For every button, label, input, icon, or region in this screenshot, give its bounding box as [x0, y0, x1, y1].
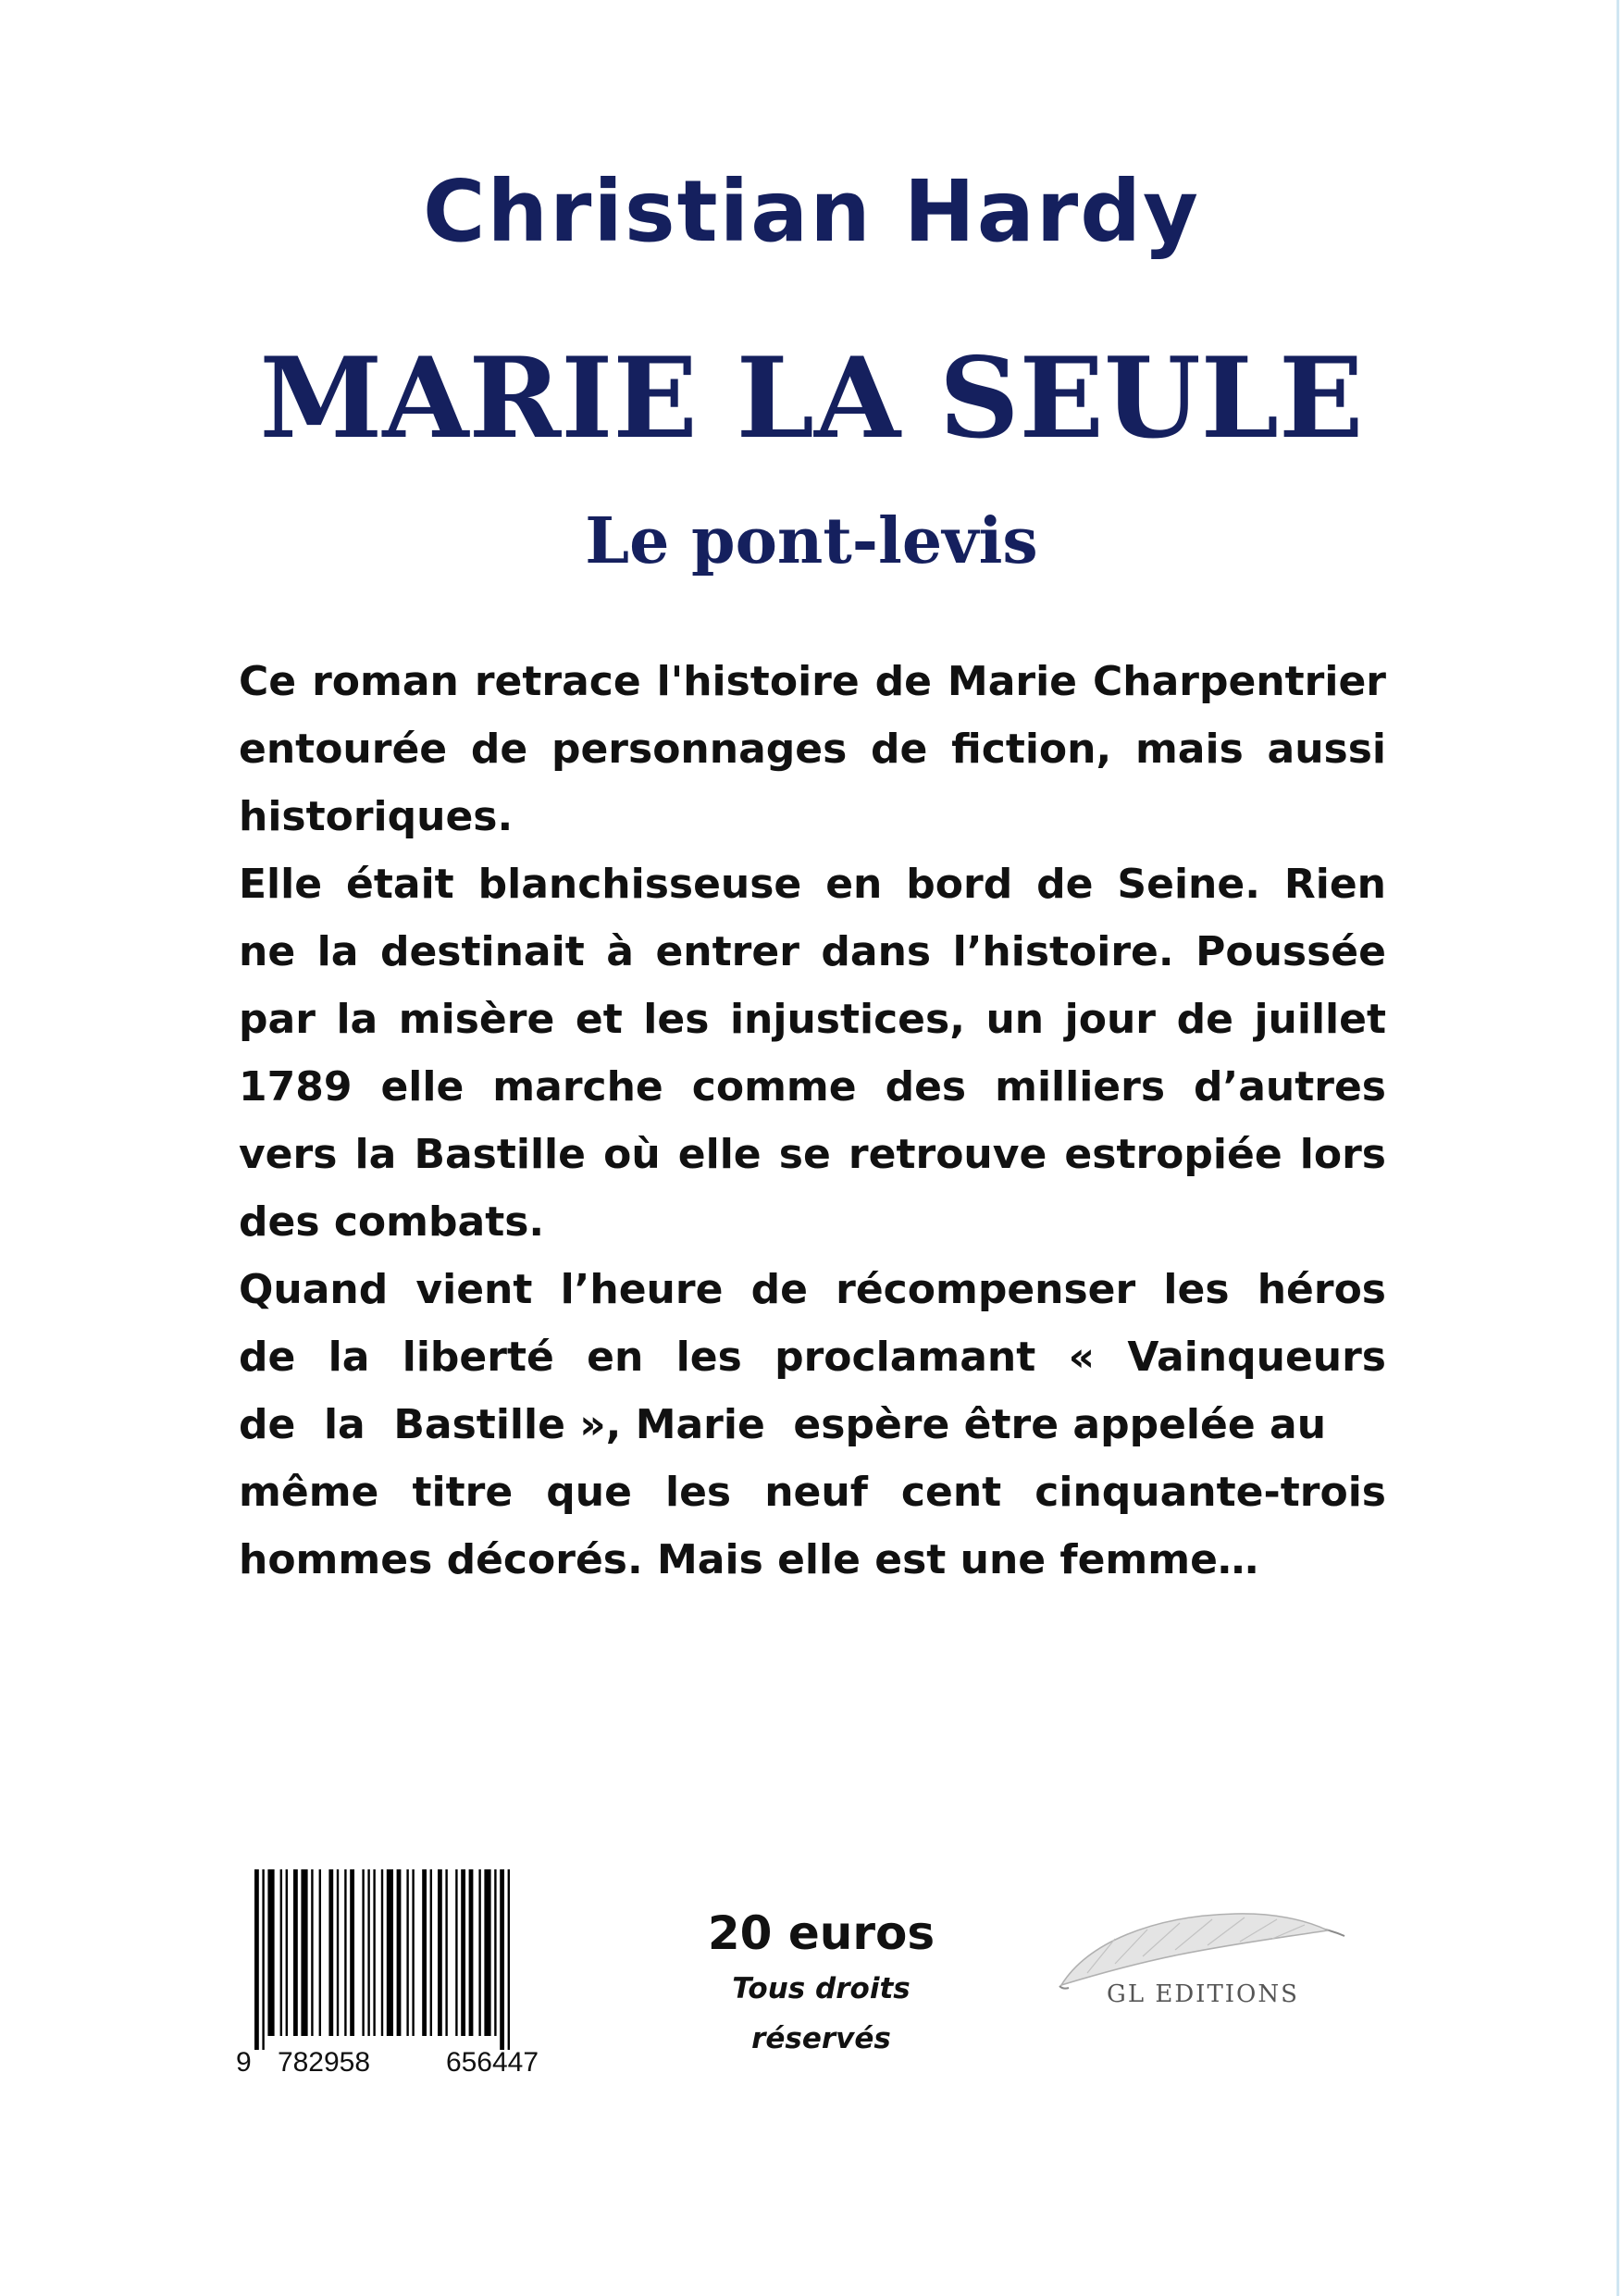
blurb: [239, 648, 1386, 1594]
barcode-bar: [461, 1869, 465, 2036]
barcode-bar: [337, 1869, 339, 2036]
barcode-bar: [484, 1869, 490, 2036]
rights-line: réservés: [751, 2022, 891, 2055]
blurb-line: de la Bastille », Marie espère être appelée au: [239, 1401, 1327, 1448]
blurb-line: Elle était blanchisseuse en bord de Seine. Rien: [239, 861, 1386, 908]
barcode-bar: [293, 1869, 298, 2036]
barcode-bar: [430, 1869, 432, 2036]
book-subtitle: Le pont-levis: [585, 504, 1038, 578]
barcode-bar: [301, 1869, 307, 2036]
barcode-digit-lead: 9: [236, 2047, 252, 2078]
barcode-bar: [319, 1869, 321, 2036]
blurb-line: hommes décorés. Mais elle est une femme…: [239, 1536, 1258, 1583]
barcode-bar: [397, 1869, 402, 2036]
rights-line: Tous droits: [732, 1972, 911, 2005]
barcode-bar: [500, 1869, 504, 2050]
barcode-bar: [311, 1869, 313, 2036]
barcode-bar: [254, 1869, 259, 2050]
book-title: MARIE LA SEULE: [259, 333, 1364, 464]
barcode-bar: [362, 1869, 364, 2036]
barcode-bar: [286, 1869, 288, 2036]
barcode-bar: [412, 1869, 414, 2036]
barcode-bar: [280, 1869, 282, 2036]
barcode-bar: [350, 1869, 354, 2036]
blurb-line: par la misère et les injustices, un jour de juillet: [239, 996, 1386, 1043]
barcode-bar: [262, 1869, 264, 2050]
barcode-bar: [438, 1869, 442, 2036]
author-name: Christian Hardy: [422, 162, 1201, 261]
barcode-bar: [445, 1869, 447, 2036]
barcode-bar: [387, 1869, 393, 2036]
barcode-bar: [508, 1869, 510, 2050]
barcode-bar: [267, 1869, 274, 2036]
barcode-digits-right: 656447: [445, 2047, 539, 2078]
rights-notice: [648, 1964, 995, 2064]
barcode-bar: [494, 1869, 496, 2036]
blurb-line: Quand vient l’heure de récompenser les héros: [239, 1266, 1386, 1313]
price: 20 euros: [707, 1906, 935, 1960]
barcode-bar: [469, 1869, 474, 2036]
barcode-bar: [344, 1869, 346, 2036]
barcode-bar: [478, 1869, 480, 2036]
blurb-line: 1789 elle marche comme des milliers d’autres: [239, 1063, 1386, 1111]
blurb-line: de la liberté en les proclamant « Vainqueurs: [239, 1334, 1386, 1381]
barcode-bar: [367, 1869, 369, 2036]
barcode-bar: [455, 1869, 457, 2036]
blurb-line: vers la Bastille où elle se retrouve estropiée lors: [239, 1131, 1386, 1178]
barcode-bar: [406, 1869, 408, 2036]
publisher-name: GL EDITIONS: [1107, 1980, 1299, 2008]
blurb-line: des combats.: [239, 1198, 545, 1246]
isbn-barcode: [227, 1869, 592, 2078]
blurb-line: historiques.: [239, 793, 514, 840]
blurb-line: ne la destinait à entrer dans l’histoire. Poussée: [239, 928, 1386, 975]
barcode-bar: [422, 1869, 427, 2036]
blurb-line: Ce roman retrace l'histoire de Marie Charpentrier: [239, 658, 1386, 705]
barcode-bar: [373, 1869, 375, 2036]
barcode-bar: [328, 1869, 333, 2036]
barcode-bar: [381, 1869, 383, 2036]
barcode-digits-left: 782958: [277, 2047, 371, 2078]
blurb-line: même titre que les neuf cent cinquante-trois: [239, 1469, 1386, 1516]
blurb-line: entourée de personnages de fiction, mais aussi: [239, 726, 1386, 773]
